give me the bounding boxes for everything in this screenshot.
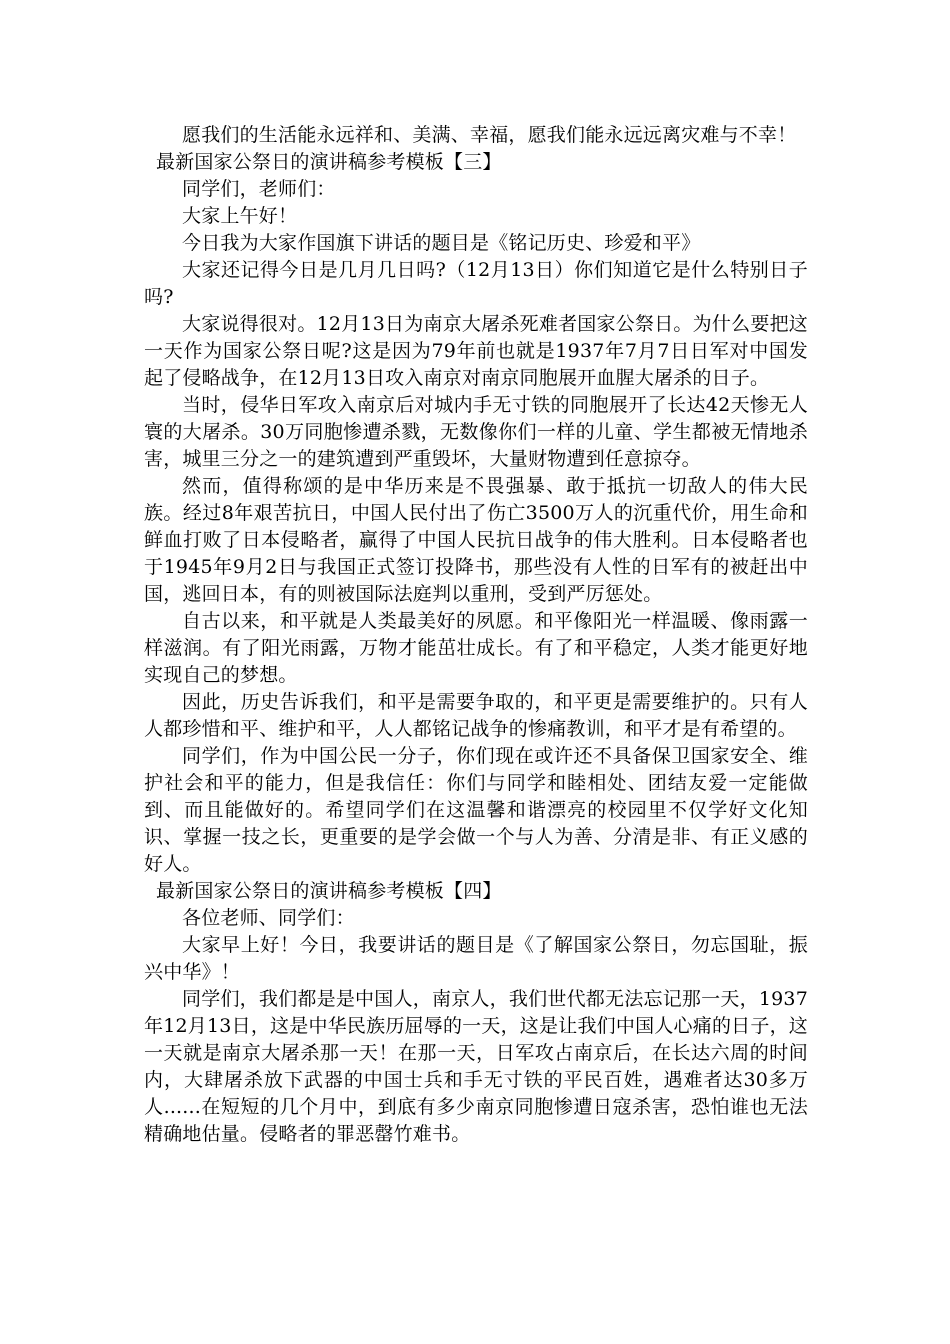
document-page <box>144 122 808 1148</box>
paragraph: 然而，值得称颂的是中华历来是不畏强暴、敢于抵抗一切敌人的伟大民族。经过8年艰苦抗日，中国人民付出了伤亡3500万人的沉重代价，用生命和鲜血打败了日本侵略者，赢得了中国人民抗日战争的伟大胜利。日本侵略者也于1945年9月2日与我国正式签订投降书，那些没有人性的日军有的被赶出中国，逃回日本，有的则被国际法庭判以重刑，受到严厉惩处。 <box>144 475 808 605</box>
section-heading: 最新国家公祭日的演讲稿参考模板【四】 <box>156 880 502 902</box>
paragraph: 今日我为大家作国旗下讲话的题目是《铭记历史、珍爱和平》 <box>182 232 701 254</box>
paragraph: 大家上午好！ <box>182 205 298 227</box>
paragraph: 自古以来，和平就是人类最美好的夙愿。和平像阳光一样温暖、像雨露一样滋润。有了阳光雨露，万物才能茁壮成长。有了和平稳定，人类才能更好地实现自己的梦想。 <box>144 610 808 686</box>
paragraph: 大家早上好！今日，我要讲话的题目是《了解国家公祭日，勿忘国耻，振兴中华》！ <box>144 934 808 983</box>
paragraph: 各位老师、同学们： <box>182 907 355 929</box>
paragraph: 同学们，我们都是是中国人，南京人，我们世代都无法忘记那一天，1937年12月13日，这是中华民族历屈辱的一天，这是让我们中国人心痛的日子，这一天就是南京大屠杀那一天！在那一天，日军攻占南京后，在长达六周的时间内，大肆屠杀放下武器的中国士兵和手无寸铁的平民百姓，遇难者达30多万人......在短短的几个月中，到底有多少南京同胞惨遭日寇杀害，恐怕谁也无法精确地估量。侵略者的罪恶罄竹难书。 <box>144 988 808 1145</box>
paragraph: 大家还记得今日是几月几日吗?（12月13日）你们知道它是什么特别日子吗? <box>144 259 808 308</box>
paragraph: 同学们，老师们： <box>182 178 336 200</box>
paragraph: 因此，历史告诉我们，和平是需要争取的，和平更是需要维护的。只有人人都珍惜和平、维护和平，人人都铭记战争的惨痛教训，和平才是有希望的。 <box>144 691 808 740</box>
section-heading: 最新国家公祭日的演讲稿参考模板【三】 <box>156 151 502 173</box>
paragraph: 当时，侵华日军攻入南京后对城内手无寸铁的同胞展开了长达42天惨无人寰的大屠杀。30万同胞惨遭杀戮，无数像你们一样的儿童、学生都被无情地杀害，城里三分之一的建筑遭到严重毁坏，大量财物遭到任意掠夺。 <box>144 394 808 470</box>
paragraph: 同学们，作为中国公民一分子，你们现在或许还不具备保卫国家安全、维护社会和平的能力，但是我信任：你们与同学和睦相处、团结友爱一定能做到、而且能做好的。希望同学们在这温馨和谐漂亮的校园里不仅学好文化知识、掌握一技之长，更重要的是学会做一个与人为善、分清是非、有正义感的好人。 <box>144 745 808 875</box>
paragraph: 愿我们的生活能永远祥和、美满、幸福，愿我们能永远远离灾难与不幸！ <box>182 124 797 146</box>
paragraph: 大家说得很对。12月13日为南京大屠杀死难者国家公祭日。为什么要把这一天作为国家公祭日呢?这是因为79年前也就是1937年7月7日日军对中国发起了侵略战争，在12月13日攻入南京对南京同胞展开血腥大屠杀的日子。 <box>144 313 808 389</box>
